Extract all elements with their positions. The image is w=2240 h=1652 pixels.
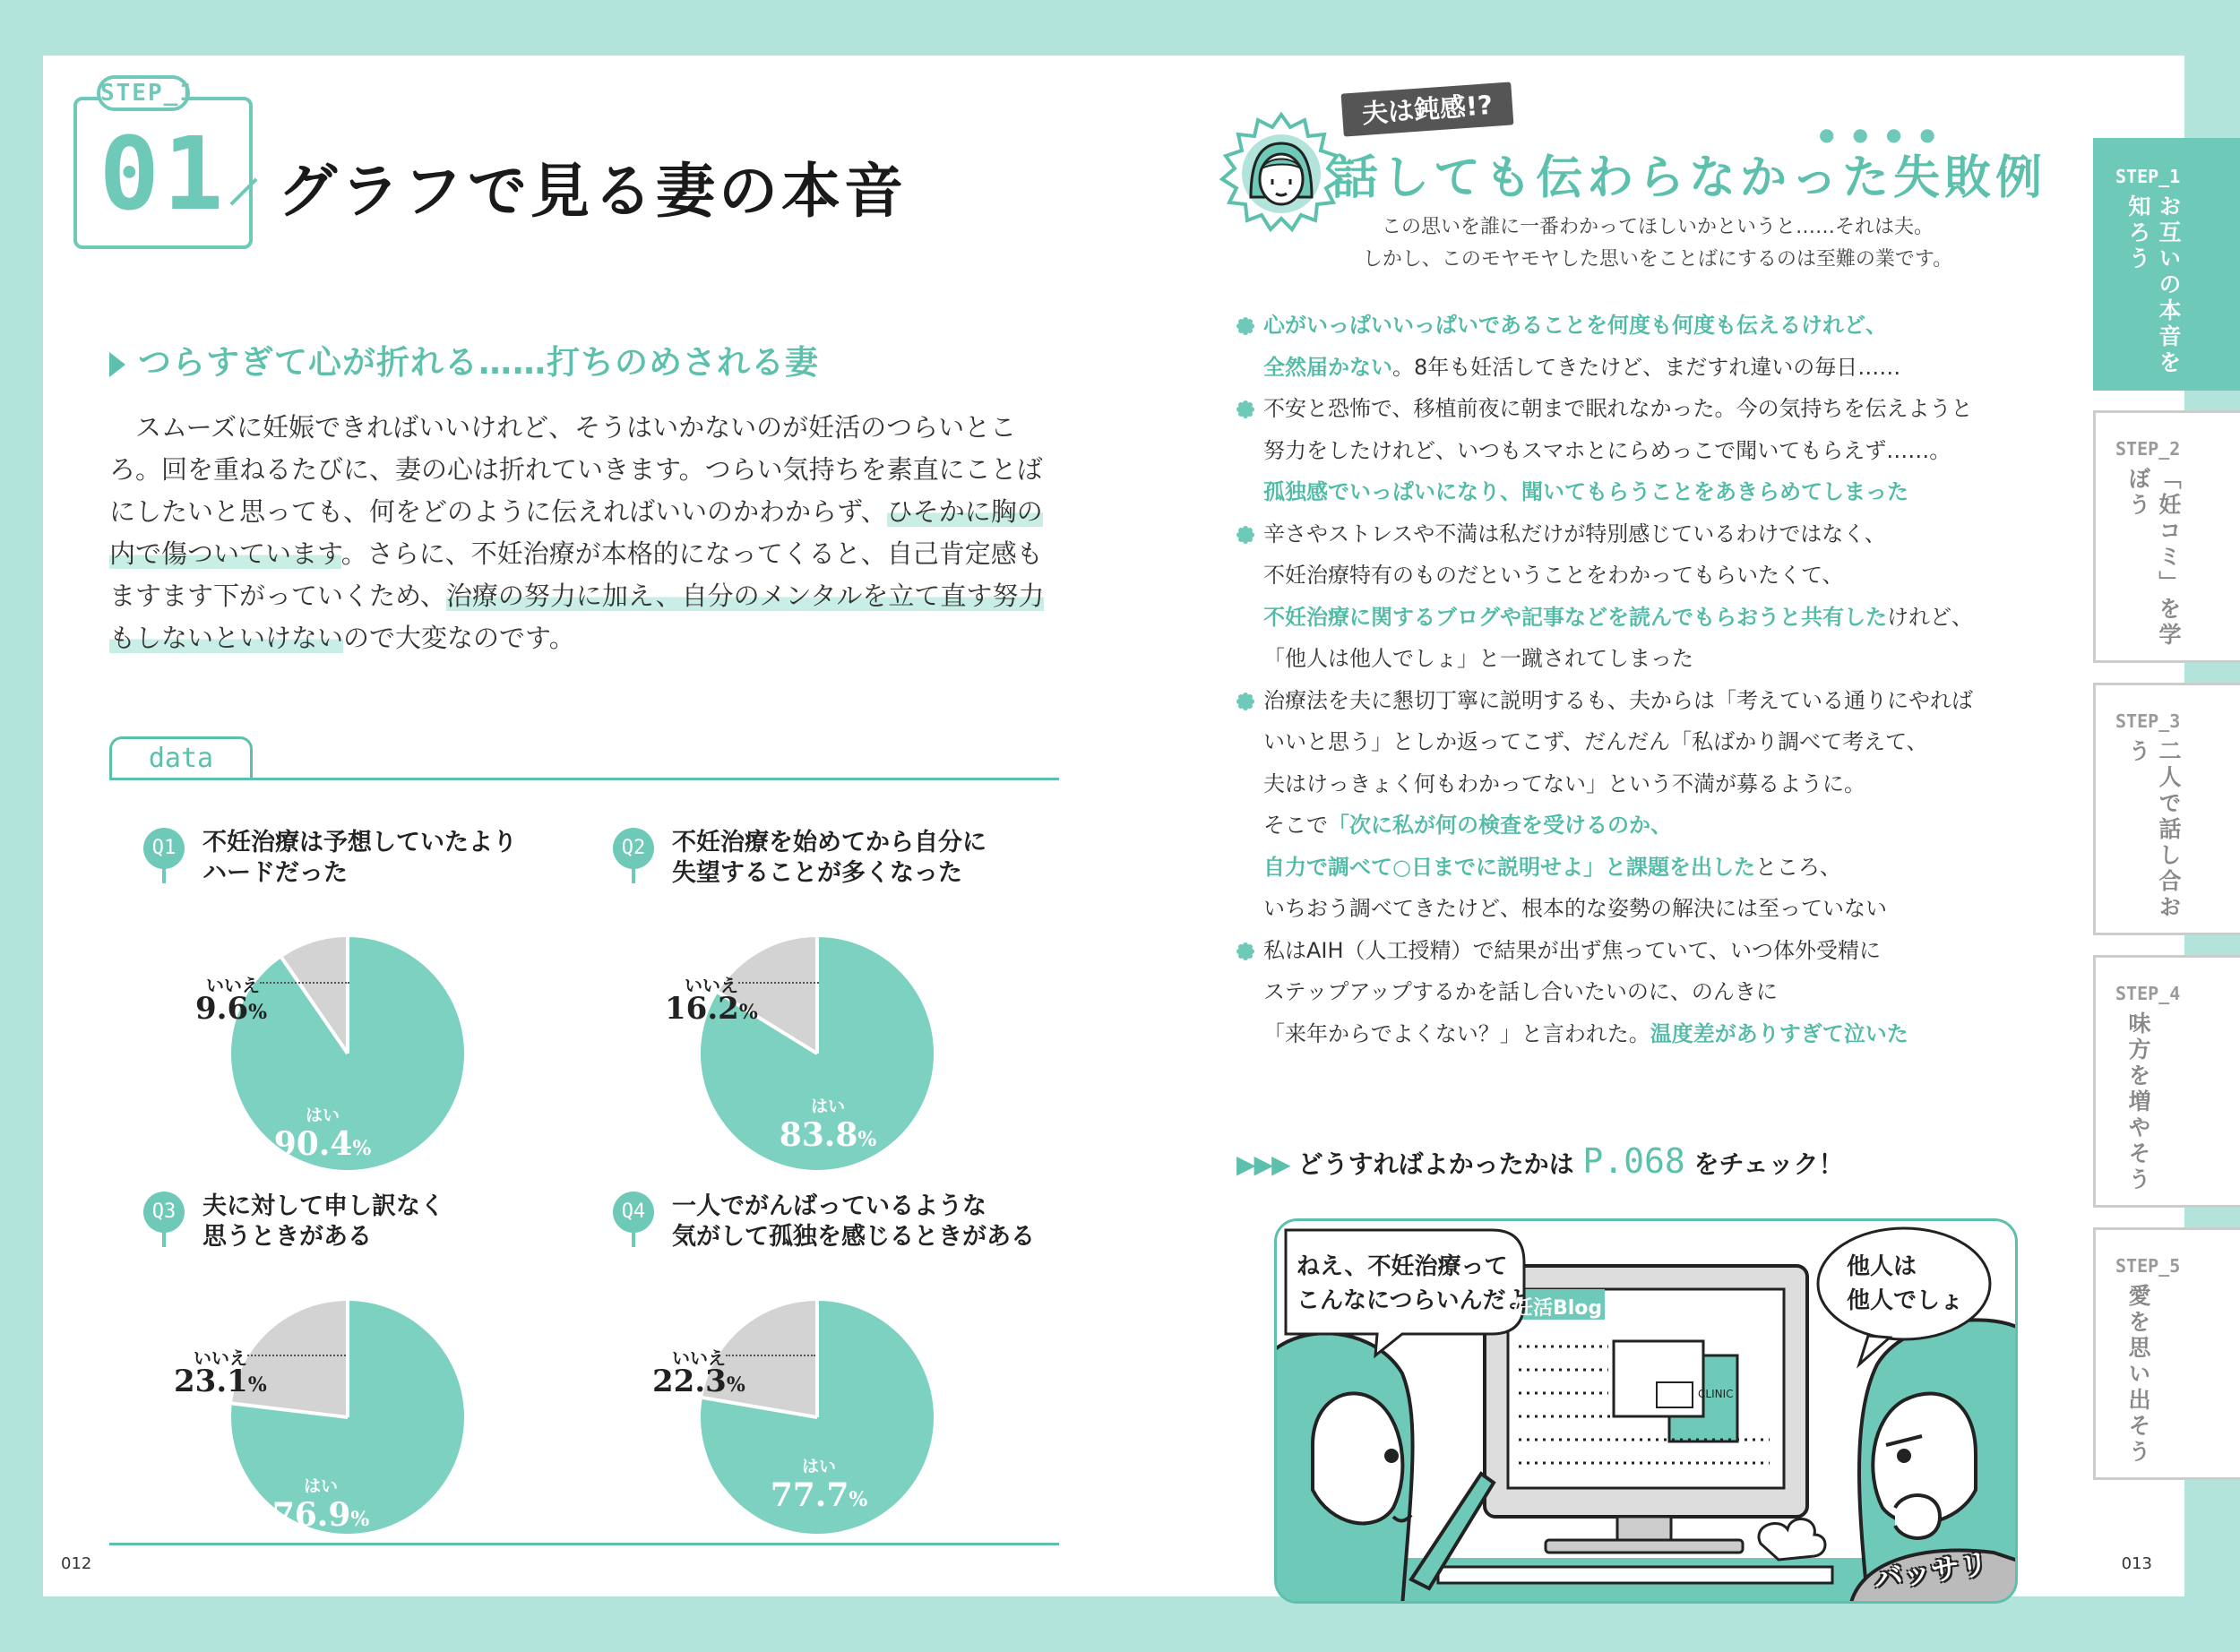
no-label: いいえ (672, 1347, 726, 1369)
yes-value (251, 1125, 394, 1163)
no-label: いいえ (685, 975, 738, 996)
screen-blog-header: 妊活Blog (1513, 1297, 1603, 1320)
yes-label: はい (801, 1457, 836, 1476)
pin-stem (162, 1231, 166, 1247)
tab-title: 愛を思い出そう (2125, 1284, 2151, 1466)
speech-bubble-wife (1297, 1250, 1529, 1318)
no-value (195, 991, 267, 1027)
yes-value-number: 83.8 (779, 1116, 858, 1154)
bubble-line: 他人でしょ (1847, 1287, 1964, 1314)
case-text: 努力をしたけれど、いつもスマホとにらめっこで聞いてもらえず……。 (1263, 437, 1951, 463)
case-highlight: 心がいっぱいいっぱいであることを何度も何度も伝えるけれど、 (1263, 313, 1887, 338)
question-line-2: ハードだった (202, 859, 348, 887)
yes-value (249, 1496, 392, 1534)
bubble-line: こんなにつらいんだよ (1297, 1287, 1529, 1314)
section-heading-text: つらすぎて心が折れる……打ちのめされる妻 (138, 343, 819, 382)
question-id: Q3 (143, 1192, 185, 1233)
question-line-2: 思うときがある (202, 1223, 372, 1251)
check-text-post: をチェック！ (1693, 1149, 1844, 1179)
case-text: けれど、 (1887, 604, 1973, 630)
yes-value-number: 90.4 (273, 1125, 353, 1163)
sound-effect: バッサリ (1872, 1546, 1991, 1596)
no-value (665, 991, 758, 1027)
pin-stem (162, 867, 166, 883)
bubble-line: ねえ、不妊治療って (1297, 1253, 1508, 1280)
body-highlight-1: ひそかに胸の内で傷ついています (109, 496, 1043, 569)
chapter-number: 01 (99, 116, 228, 233)
question-line-1: 夫に対して申し訳なく (202, 1192, 444, 1220)
pin-icon (613, 828, 656, 882)
right-page (1120, 56, 2184, 1596)
triangle-icon (109, 352, 125, 377)
triple-arrow-icon: ▶▶▶ (1236, 1149, 1289, 1179)
question-q2 (613, 828, 1079, 1177)
yes-value (747, 1476, 891, 1514)
question-text (672, 1192, 1035, 1252)
no-value-number: 22.3 (652, 1364, 727, 1399)
case-text: 辛さやストレスや不満は私だけが特別感じているわけではなく、 (1263, 521, 1886, 546)
page-number: 013 (2121, 1554, 2152, 1573)
data-tab: data (109, 736, 253, 778)
question-id: Q4 (613, 1192, 654, 1233)
no-value-number: 9.6 (195, 991, 249, 1027)
unit: % (247, 1373, 267, 1397)
tab-step-label: STEP_1 (2115, 166, 2181, 187)
tab-title: お互いの本音を知ろう (2125, 194, 2182, 376)
case-item-2 (1236, 388, 2132, 513)
tag-label: 夫は鈍感!? (1341, 82, 1514, 136)
leader-line (726, 1355, 815, 1356)
section-heading (109, 335, 819, 383)
no-value-number: 16.2 (665, 991, 739, 1027)
decor-dots: ●●●● (1819, 124, 1953, 145)
tab-title: 二人で話し合おう (2125, 739, 2182, 921)
pie-slice-no (232, 1301, 348, 1417)
case-item-3 (1236, 513, 2132, 680)
question-q4 (613, 1192, 1079, 1541)
case-text: 。8年も妊活してきたけど、まだすれ違いの毎日…… (1392, 354, 1901, 380)
yes-label: はい (303, 1476, 338, 1496)
no-value-number: 23.1 (174, 1364, 248, 1399)
unit: % (350, 1508, 370, 1531)
question-line-2: 気がして孤独を感じるときがある (672, 1223, 1035, 1251)
step-badge: STEP_1 (97, 75, 190, 111)
speech-bubble-husband (1847, 1250, 1963, 1318)
case-highlight: 温度差がありすぎて泣いた (1650, 1020, 1908, 1046)
right-page-title: 話しても伝わらなかった失敗例 (1331, 151, 2047, 205)
page-reference-link[interactable]: P.068 (1582, 1141, 1685, 1181)
case-text: 不妊治療特有のものだということをわかってもらいたくて、 (1263, 563, 1844, 588)
unit: % (726, 1373, 745, 1397)
check-line (1236, 1141, 1844, 1181)
tab-step-label: STEP_5 (2115, 1255, 2181, 1277)
question-q3 (143, 1192, 609, 1541)
question-line-1: 不妊治療を始めてから自分に (672, 829, 986, 856)
body-text-1b: スムーズに妊娠できればいいけれど、そうはいかないのが妊活のつらいところ。回を重ねるたびに、妻の心は折れていきます。つらい気持ちを素直にことばにしたいと思っても、何をどのように伝えればいいのかわからず、 (109, 412, 1043, 527)
tab-step-2[interactable] (2093, 410, 2240, 663)
question-id: Q1 (143, 828, 185, 869)
case-text: ステップアップするかを話し合いたいのに、のんきに (1263, 979, 1778, 1004)
body-text-3: ので大変なのです。 (343, 623, 575, 653)
illustration (1274, 1218, 2018, 1604)
case-text: そこで (1263, 813, 1328, 838)
case-text: 「来年からでよくない？」と言われた。 (1263, 1020, 1650, 1046)
flower-bullet-icon (1236, 526, 1254, 544)
unit: % (352, 1137, 372, 1160)
yes-value (756, 1116, 900, 1154)
pin-stem (632, 867, 635, 883)
case-item-5 (1236, 930, 2132, 1055)
case-text: ところ、 (1754, 854, 1841, 880)
case-highlight: 全然届かない (1263, 354, 1392, 380)
no-label: いいえ (206, 975, 260, 996)
case-list (1236, 305, 2132, 1054)
data-divider (109, 778, 1059, 780)
tab-step-1[interactable] (2093, 138, 2240, 391)
case-item-4 (1236, 680, 2132, 930)
pin-icon (143, 1192, 186, 1245)
question-line-2: 失望することが多くなった (672, 859, 962, 887)
yes-value-number: 76.9 (271, 1496, 351, 1534)
tab-title: 「妊コミ」を学ぼう (2125, 467, 2182, 649)
case-highlight: 「次に私が何の検査を受けるのか、 (1328, 813, 1672, 838)
question-text (202, 828, 517, 889)
case-text: いいと思う」としか返ってこず、だんだん「私ばかり調べて考えて、 (1263, 729, 1928, 754)
question-text (202, 1192, 444, 1252)
body-text-1 (109, 412, 135, 443)
question-id: Q2 (613, 828, 654, 869)
left-page (43, 56, 1120, 1596)
bubble-line: 他人は (1847, 1253, 1917, 1280)
body-highlight-2: 治療の努力に加え、自分のメンタルを立て直す努力もしないといけない (109, 581, 1045, 653)
unit: % (857, 1128, 877, 1151)
case-text: 夫はけっきょく何もわかってない」という不満が募るように。 (1263, 770, 1865, 796)
body-paragraph (109, 407, 1059, 659)
no-label: いいえ (194, 1347, 247, 1369)
case-highlight: 不妊治療に関するブログや記事などを読んでもらおうと共有した (1263, 604, 1887, 630)
unit: % (248, 1001, 268, 1024)
page-title: グラフで見る妻の本音 (278, 157, 907, 226)
no-value (174, 1364, 267, 1399)
case-text: 不安と恐怖で、移植前夜に朝まで眠れなかった。今の気持ちを伝えようと (1263, 396, 1973, 421)
no-value (652, 1364, 745, 1399)
unit: % (738, 1001, 758, 1024)
case-highlight: 自力で調べて○日までに説明せよ」と課題を出した (1263, 854, 1755, 880)
lead-text (1299, 211, 2016, 276)
tab-step-label: STEP_4 (2115, 983, 2181, 1004)
case-text: いちおう調べてきたけど、根本的な姿勢の解決には至っていない (1263, 896, 1887, 921)
yes-value-number: 77.7 (770, 1476, 849, 1514)
bottom-divider (109, 1543, 1059, 1545)
lead-line-1: この思いを誰に一番わかってほしいかというと……それは夫。 (1381, 216, 1934, 238)
lead-line-2: しかし、このモヤモヤした思いをことばにするのは至難の業です。 (1362, 248, 1953, 271)
flower-bullet-icon (1236, 942, 1254, 960)
check-text: どうすればよかったかは (1297, 1149, 1574, 1179)
case-text: 私はAIH（人工授精）で結果が出ず焦っていて、いつ体外受精に (1263, 937, 1882, 963)
tab-step-5[interactable] (2093, 1227, 2240, 1480)
question-line-1: 一人でがんばっているような (672, 1192, 986, 1220)
body-text-2: 。さらに、不妊治療が本格的になってくると、自己肯定感もますます下がっていくため、 (109, 538, 1043, 611)
case-text: 「他人は他人でしょ」と一蹴されてしまった (1263, 646, 1693, 671)
clinic-label: CLINIC (1698, 1388, 1734, 1400)
question-text (672, 828, 986, 889)
tab-step-label: STEP_3 (2115, 710, 2181, 732)
tab-step-4[interactable] (2093, 955, 2240, 1208)
case-item-1 (1236, 305, 2132, 388)
case-text: 治療法を夫に懇切丁寧に説明するも、夫からは「考えている通りにやれば (1263, 687, 1973, 713)
yes-label: はい (305, 1106, 340, 1125)
tab-step-label: STEP_2 (2115, 438, 2181, 460)
question-q1 (143, 828, 609, 1177)
unit: % (849, 1488, 868, 1511)
tab-title: 味方を増やそう (2125, 1011, 2151, 1193)
yes-label: はい (810, 1097, 845, 1116)
flower-bullet-icon (1236, 317, 1254, 335)
flower-bullet-icon (1236, 400, 1254, 418)
page-number: 012 (61, 1554, 92, 1573)
question-line-1: 不妊治療は予想していたより (202, 829, 517, 856)
tab-step-3[interactable] (2093, 683, 2240, 935)
pin-stem (632, 1231, 635, 1247)
leader-line (260, 982, 349, 984)
leader-line (738, 982, 819, 984)
pin-icon (613, 1192, 656, 1245)
flower-bullet-icon (1236, 693, 1254, 710)
chapter-number-box (73, 97, 253, 249)
pin-icon (143, 828, 186, 882)
case-highlight: 孤独感でいっぱいになり、聞いてもらうことをあきらめてしまった (1263, 479, 1908, 504)
leader-line (247, 1355, 346, 1356)
